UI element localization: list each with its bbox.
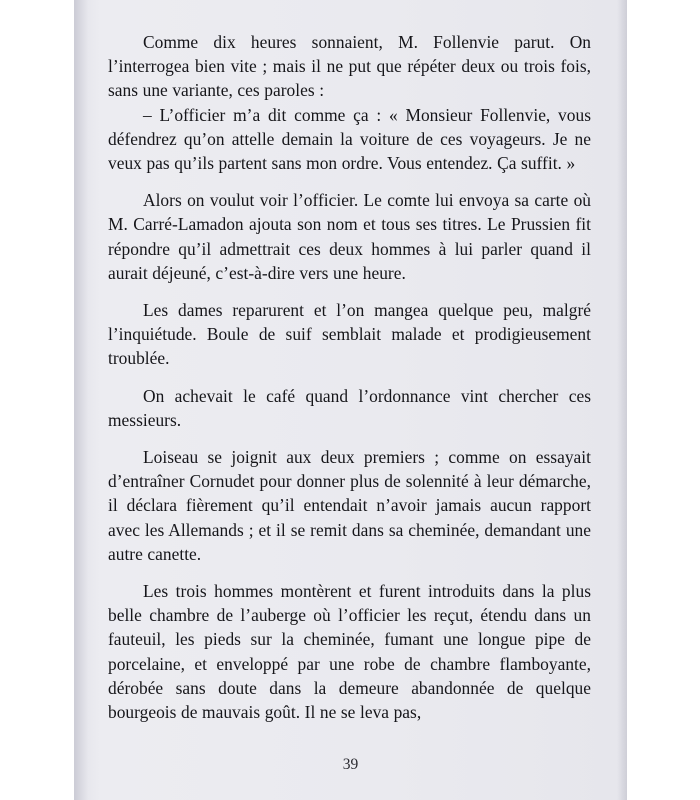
book-page — [74, 0, 627, 800]
paragraph: On achevait le café quand l’ordonnance vint chercher ces messieurs. — [108, 385, 591, 430]
page-text-block — [108, 30, 591, 724]
page-number: 39 — [342, 756, 359, 773]
paragraph: Les trois hommes montèrent et furent introduits dans la plus belle chambre de l’auberge où l’officier les reçut, étendu dans un fauteuil, les pieds sur la cheminée, fumant une longue pipe de porcelaine, et enveloppé par une robe de chambre flamboyante, dérobée sans doute dans la demeure abandonnée de quelque bourgeois de mauvais goût. Il ne se leva pas, — [108, 581, 591, 723]
paragraph: Les dames reparurent et l’on mangea quelque peu, malgré l’inquiétude. Boule de suif semblait malade et prodigieusement troublée. — [108, 300, 591, 369]
paragraph: Alors on voulut voir l’officier. Le comte lui envoya sa carte où M. Carré-Lamadon ajouta son nom et tous ses titres. Le Prussien fit répondre qu’il admettrait ces deux hommes à lui parler quand il aurait déjeuné, c’est-à-dire vers une heure. — [108, 190, 591, 283]
page-gutter-shadow — [74, 0, 88, 800]
paragraph: Loiseau se joignit aux deux premiers ; comme on essayait d’entraîner Cornudet pour donner plus de solennité à leur démarche, il déclara fièrement qu’il entendait n’avoir jamais aucun rapport avec les Allemands ; et il se remit dans sa cheminée, demandant une autre canette. — [108, 447, 591, 564]
paragraph: Comme dix heures sonnaient, M. Follenvie parut. On l’interrogea bien vite ; mais il ne put que répéter deux ou trois fois, sans une variante, ces paroles : — [108, 32, 591, 101]
paragraph-dialogue: – L’officier m’a dit comme ça : « Monsieur Follenvie, vous défendrez qu’on attelle demain la voiture de ces voyageurs. Je ne veux pas qu’ils partent sans mon ordre. Vous entendez. Ça suffit. » — [108, 104, 591, 174]
page-edge-shadow — [617, 0, 627, 800]
